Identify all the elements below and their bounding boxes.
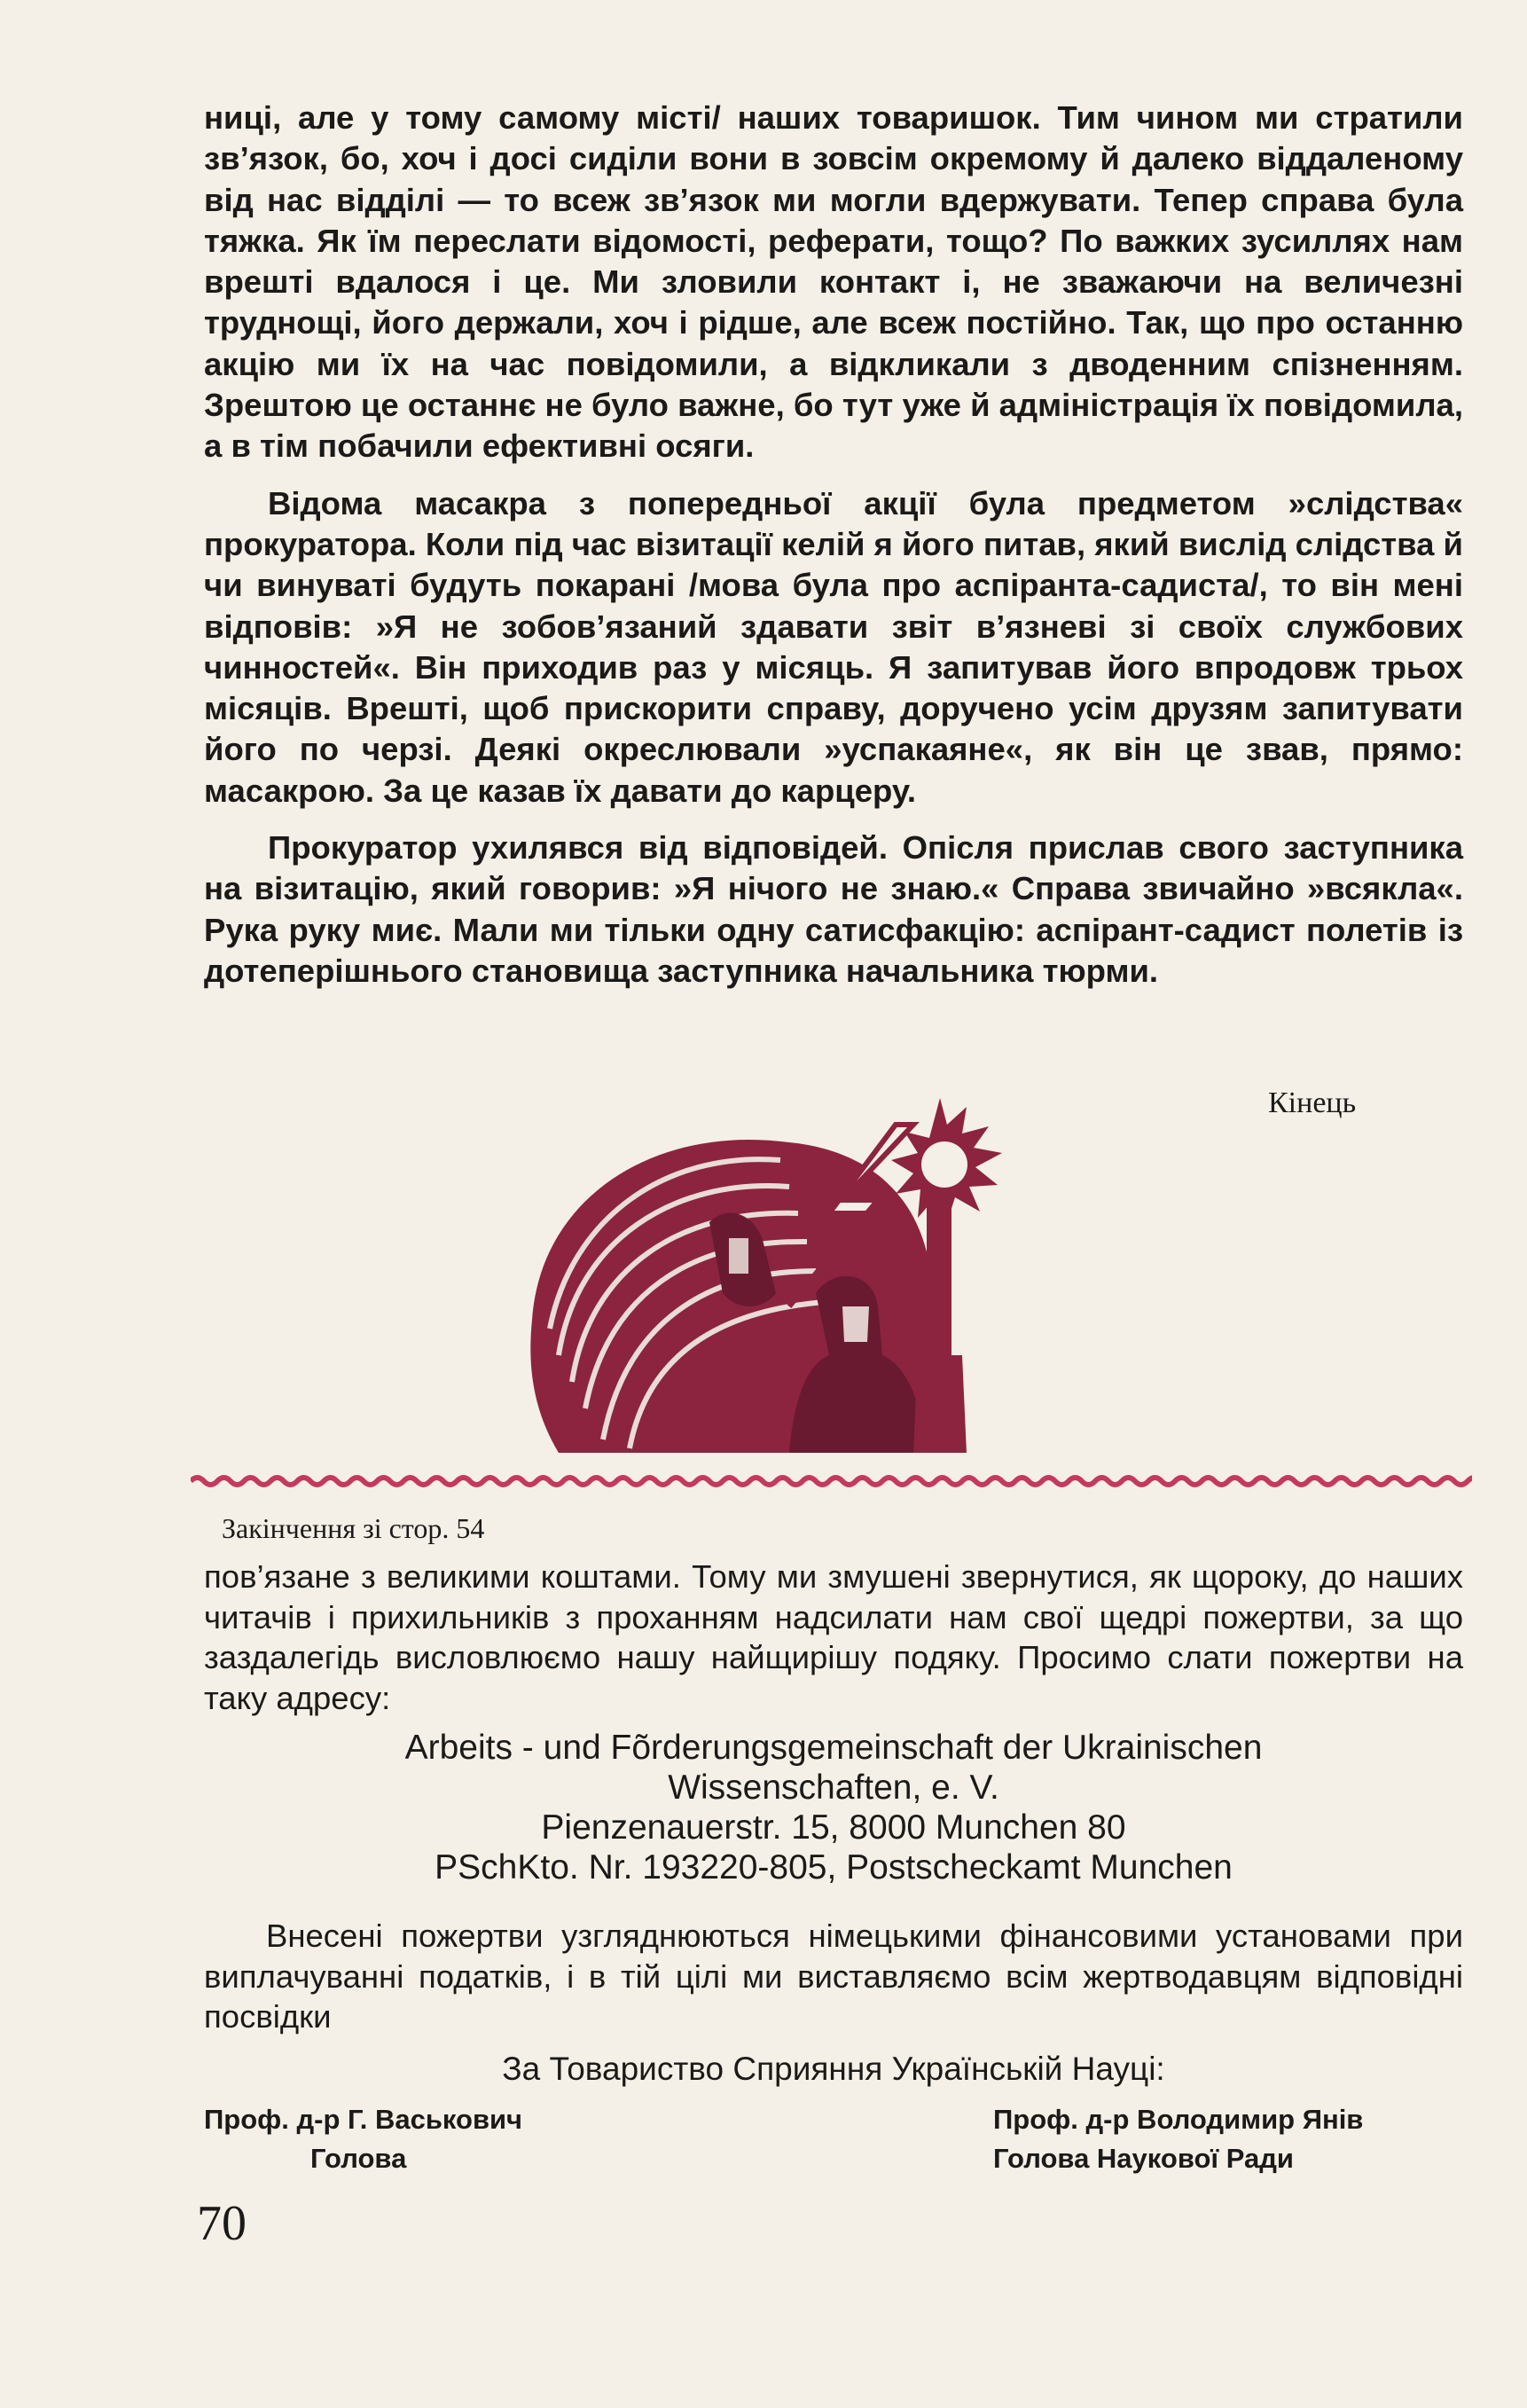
address-line-2: Wissenschaften, e. V. [668,1769,999,1807]
address-line-1: Arbeits - und Fõrderungsgemeinschaft der Ukrainischen [404,1729,1263,1767]
page-number: 70 [197,2196,247,2251]
signatory-name-1: Проф. д-р Г. Васькович [204,2104,523,2135]
signatory-title-2: Голова Наукової Ради [993,2143,1294,2174]
paragraph-1: ниці, але у тому самому місті/ наших товаришок. Тим чином ми стратили зв’язок, бо, хоч і досі сиділи вони в зовсім окремому й далеко віддаленому від нас відділі — то всеж зв’язок ми могли вдержувати. Тепер справа була тяжка. Як їм переслати відомості, реферати, тощо? По важких зусиллях нам врешті вдалося і це. Ми зловили контакт і, не зважаючи на величезні труднощі, його держали, хоч і рідше, але всеж постійно. Так, що про останню акцію ми їх на час повідомили, а відкликали з дводенним спізненням. Зрештою це останнє не було важне, бо тут уже й адміністрація їх повідомила, а в тім побачили ефективні осяги. [204,99,1463,465]
donation-address [204,1728,1463,1887]
end-label: Кінець [1268,1086,1357,1119]
main-article-text [204,98,1463,992]
tax-note-paragraph: Внесені пожертви узгляднюються німецькими фінансовими установами при виплачуванні податків, і в тій цілі ми виставляємо всім жертводавцям відповідні посвідки [204,1918,1463,2035]
signature-right [993,2100,1363,2178]
continuation-label: Закінчення зі стор. 54 [222,1512,485,1544]
tax-note [204,1916,1463,2037]
signature-left [204,2100,522,2178]
address-line-3: Pienzenauerstr. 15, 8000 Munchen 80 [541,1808,1126,1847]
society-line: За Товариство Сприяння Українській Науці: [502,2051,1165,2087]
wavy-divider [191,1468,1472,1494]
woodcut-illustration [523,1089,1073,1453]
paragraph-3: Прокуратор ухилявся від відповідей. Опісля прислав свого заступника на візитацію, який говорив: »Я нічого не знаю.« Справа звичайно »всякла«. Рука руку миє. Мали ми тільки одну сатисфакцію: аспірант-садист полетів із дотеперішнього становища заступника начальника тюрми. [204,829,1463,989]
paragraph-2: Відома масакра з попередньої акції була предметом »слідства« прокуратора. Коли під час візитації келій я його питав, який вислід слідства й чи винуваті будуть покарані /мова була про аспіранта-садиста/, то він мені відповів: »Я не зобов’язаний здавати звіт в’язневі зі своїх службових чинностей«. Він приходив раз у місяць. Я запитував його впродовж трьох місяців. Врешті, щоб прискорити справу, доручено усім друзям запитувати його по черзі. Деякі окреслювали »успакаяне«, як він це звав, прямо: масакрою. За це казав їх давати до карцеру. [204,484,1463,809]
signatory-name-2: Проф. д-р Володимир Янів [993,2104,1364,2135]
signatory-title-1: Голова [310,2143,407,2174]
appeal-paragraph: пов’язане з великими коштами. Тому ми змушені звернутися, як щороку, до наших читачів і прихильників з проханням надсилати нам свої щедрі пожертви, за що заздалегідь висловлюємо нашу найщирішу подяку. Просимо слати пожертви на таку адресу: [204,1558,1463,1716]
address-line-4: PSchKto. Nr. 193220-805, Postscheckamt Munchen [435,1848,1233,1886]
donation-appeal [204,1557,1463,1718]
